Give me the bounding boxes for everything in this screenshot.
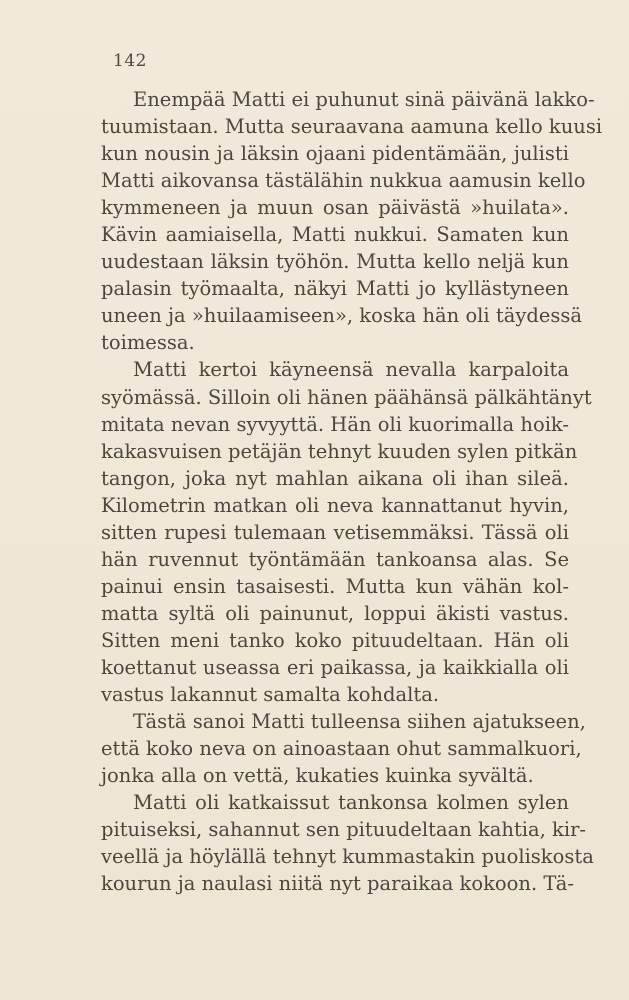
text-line: tangon, joka nyt mahlan aikana oli ihan sileä. [101, 466, 569, 490]
text-line: Matti kertoi käyneensä nevalla karpaloita [133, 358, 569, 382]
text-line: koettanut useassa eri paikassa, ja kaikkialla oli [101, 655, 569, 679]
text-line: uudestaan läksin työhön. Mutta kello neljä kun [101, 250, 569, 274]
text-line: syömässä. Silloin oli hänen päähänsä pälkähtänyt [101, 385, 592, 409]
text-line: pituiseksi, sahannut sen pituudeltaan kahtia, kir- [101, 818, 587, 842]
text-line: että koko neva on ainoastaan ohut sammalkuori, [101, 737, 582, 761]
text-line: hän ruvennut työntämään tankoansa alas. Se [101, 547, 569, 571]
text-line: Enempää Matti ei puhunut sinä päivänä lakko- [133, 88, 595, 111]
text-line: Matti oli katkaissut tankonsa kolmen sylen [133, 791, 569, 815]
text-line: veellä ja höylällä tehnyt kummastakin puoliskosta [101, 845, 594, 869]
text-line: Kilometrin matkan oli neva kannattanut hyvin, [101, 493, 569, 517]
text-line: Matti aikovansa tästälähin nukkua aamusin kello [101, 169, 586, 193]
text-line: mitata nevan syvyyttä. Hän oli kuorimalla hoik- [101, 412, 569, 436]
text-line: kun nousin ja läksin ojaani pidentämään, julisti [101, 142, 569, 166]
page-number: 142 [113, 51, 147, 71]
text-line: Tästä sanoi Matti tulleensa siihen ajatukseen, [133, 710, 586, 734]
text-line: painui ensin tasaisesti. Mutta kun vähän kol- [101, 574, 569, 598]
text-line: Sitten meni tanko koko pituudeltaan. Hän oli [101, 628, 569, 652]
text-line: Kävin aamiaisella, Matti nukkui. Samaten kun [101, 223, 569, 247]
text-line: toimessa. [101, 331, 195, 355]
text-line: sitten rupesi tulemaan vetisemmäksi. Tässä oli [101, 520, 569, 544]
text-line: kourun ja naulasi niitä nyt paraikaa kokoon. Tä- [101, 872, 574, 896]
text-line: matta syltä oli painunut, loppui äkisti vastus. [101, 601, 569, 625]
body-text [101, 86, 603, 897]
text-line: kymmeneen ja muun osan päivästä »huilata». [101, 196, 569, 220]
text-line: jonka alla on vettä, kukaties kuinka syvältä. [101, 764, 534, 788]
text-line: tuumistaan. Mutta seuraavana aamuna kello kuusi [101, 115, 603, 139]
text-line: palasin työmaalta, näkyi Matti jo kyllästyneen [101, 277, 569, 301]
text-line: vastus lakannut samalta kohdalta. [101, 683, 440, 707]
text-line: uneen ja »huilaamiseen», koska hän oli täydessä [101, 304, 582, 328]
text-line: kakasvuisen petäjän tehnyt kuuden sylen pitkän [101, 439, 578, 463]
